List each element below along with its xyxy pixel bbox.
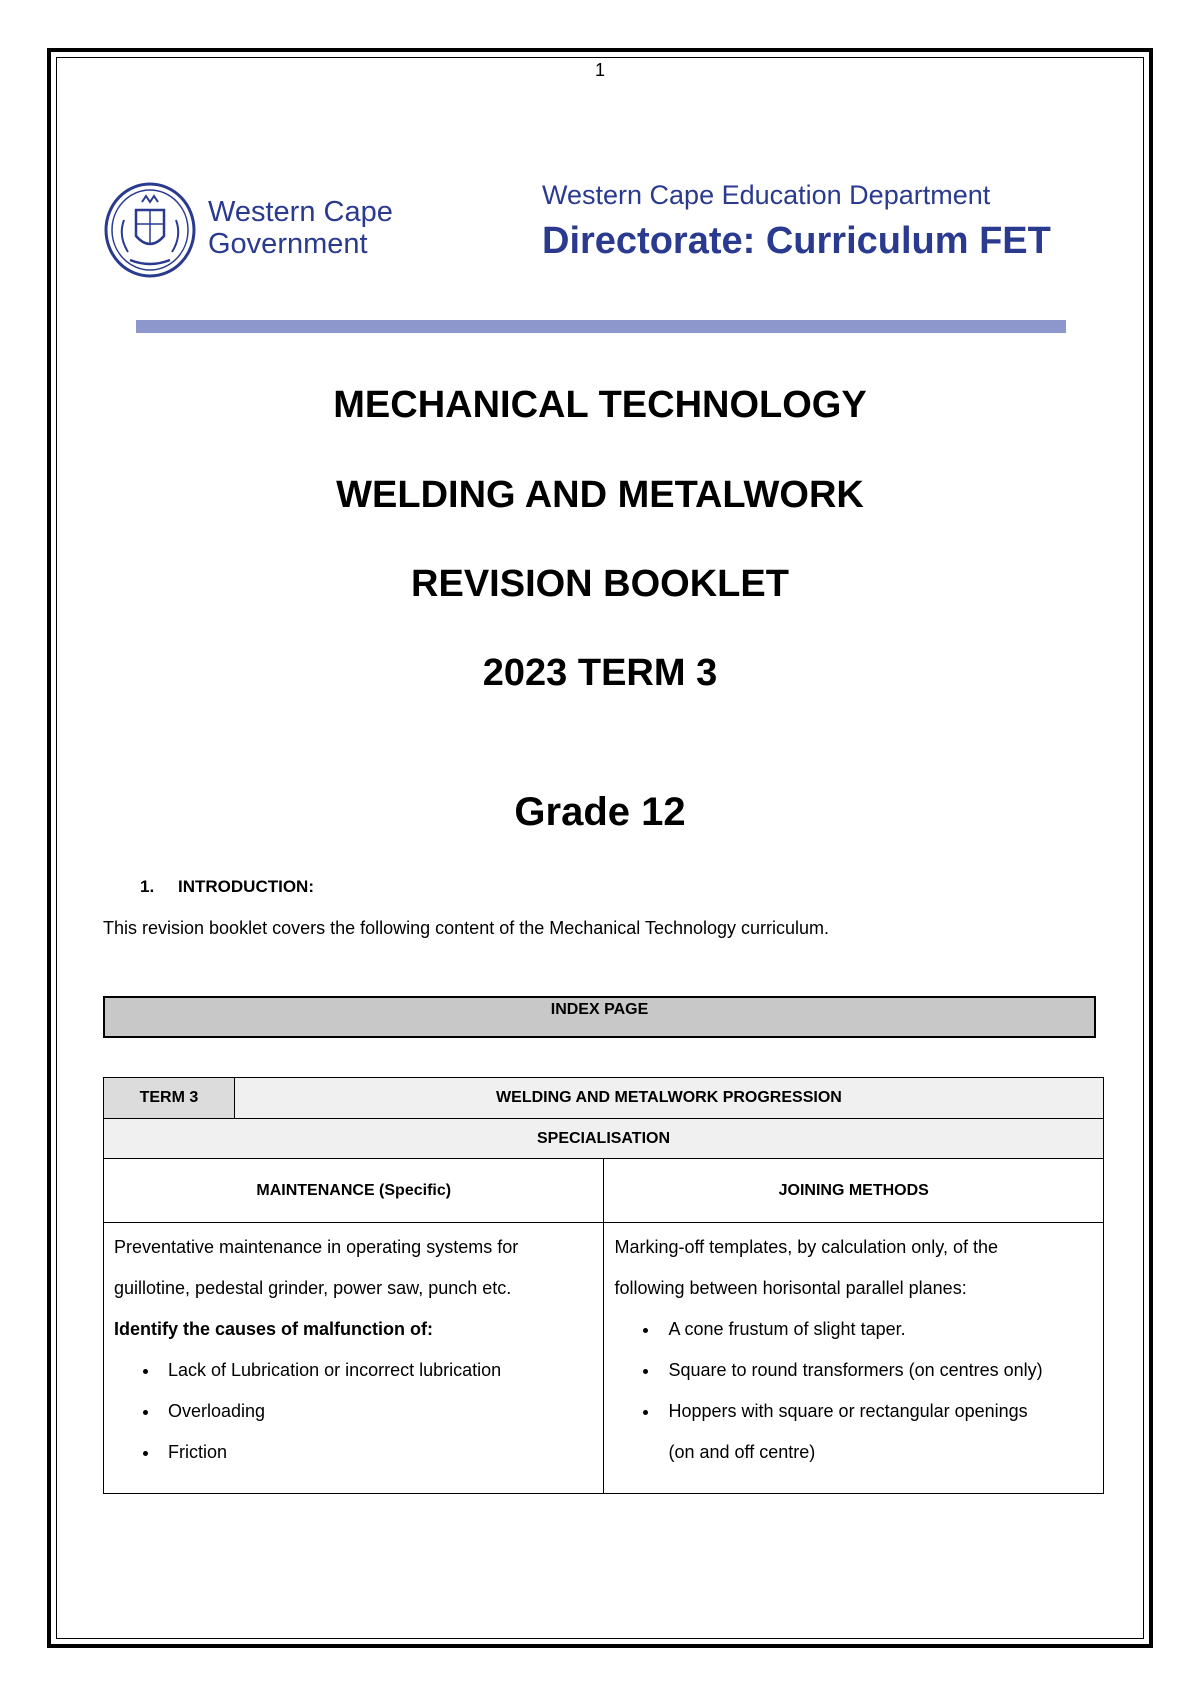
introduction-text: This revision booklet covers the following content of the Mechanical Technology curriculum. <box>103 918 830 938</box>
joining-para-2: following between horisontal parallel planes: <box>614 1278 967 1298</box>
joining-methods-header: JOINING METHODS <box>604 1159 1104 1223</box>
department-name: Western Cape Education Department <box>542 180 991 210</box>
introduction-heading <box>140 877 314 897</box>
logo-wordmark <box>208 196 393 260</box>
introduction-number: 1. <box>140 877 155 896</box>
index-page-banner: INDEX PAGE <box>103 996 1096 1038</box>
logo-line-2: Government <box>208 228 368 260</box>
title-booklet: REVISION BOOKLET <box>411 563 789 605</box>
content-table <box>103 1077 1104 1494</box>
list-item-continuation: (on and off centre) <box>668 1442 816 1462</box>
list-item: • Square to round transformers (on centres only) <box>660 1350 1093 1391</box>
list-item: • Friction <box>160 1432 593 1473</box>
progression-cell: WELDING AND METALWORK PROGRESSION <box>234 1078 1103 1119</box>
malfunction-subheading: Identify the causes of malfunction of: <box>114 1319 434 1339</box>
maintenance-content <box>104 1223 604 1494</box>
joining-para-1: Marking-off templates, by calculation only, of the <box>614 1237 998 1257</box>
list-item: • Overloading <box>160 1391 593 1432</box>
page-number: 1 <box>594 60 605 80</box>
grade-heading: Grade 12 <box>514 790 686 834</box>
list-item <box>660 1391 1093 1473</box>
list-item: • A cone frustum of slight taper. <box>660 1309 1093 1350</box>
malfunction-list <box>114 1350 593 1473</box>
maintenance-para-1: Preventative maintenance in operating systems for <box>114 1237 519 1257</box>
title-topic: WELDING AND METALWORK <box>336 474 864 516</box>
directorate-name: Directorate: Curriculum FET <box>542 220 1051 262</box>
maintenance-header: MAINTENANCE (Specific) <box>104 1159 604 1223</box>
templates-list <box>614 1309 1093 1473</box>
title-term: 2023 TERM 3 <box>482 652 718 694</box>
list-item-text: Hoppers with square or rectangular openings <box>668 1401 1028 1421</box>
list-item: • Lack of Lubrication or incorrect lubrication <box>160 1350 593 1391</box>
term-cell: TERM 3 <box>104 1078 235 1119</box>
introduction-title: INTRODUCTION: <box>178 877 314 896</box>
maintenance-para-2: guillotine, pedestal grinder, power saw, punch etc. <box>114 1278 512 1298</box>
joining-methods-content <box>604 1223 1104 1494</box>
title-subject: MECHANICAL TECHNOLOGY <box>333 384 867 426</box>
specialisation-cell: SPECIALISATION <box>104 1119 1104 1159</box>
header-divider <box>136 320 1066 333</box>
logo-line-1: Western Cape <box>208 196 393 228</box>
